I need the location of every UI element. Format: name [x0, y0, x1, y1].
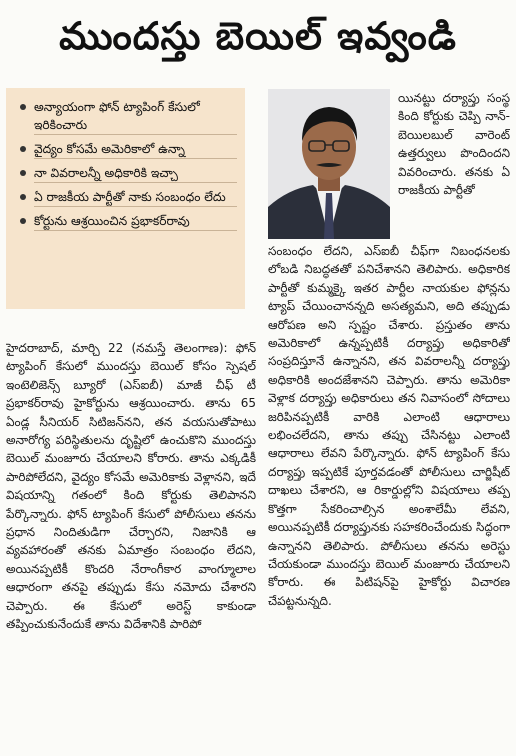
article-column-left [6, 339, 256, 749]
portrait-image [268, 89, 390, 239]
bullet-icon [20, 194, 26, 200]
headline: ముందస్తు బెయిల్ ఇవ్వండి [59, 14, 457, 58]
highlight-text: వైద్యం కోసమే అమెరికాలో ఉన్నా [34, 140, 237, 159]
article-paragraph: సంబంధం లేదని, ఎస్ఐబీ చీఫ్‌గా నిబంధనలకు లోబడి నిబద్ధతతో పనిచేశానని తెలిపారు. అధికారిక పార్టీతో కుమ్మక్కై ఇతర పార్టీల నాయకుల ఫోన్లను ట్యాప్ చేయించానన్నది అసత్యమని, అది తప్పుడు ఆరోపణ అని స్పష్టం చేశారు. ప్రస్తుతం తాను అమెరికాలో ఉన్నప్పటికీ దర్యాప్తు అధికారితో సంప్రదిస్తూనే ఉన్నానని, తన వివరాలన్నీ దర్యాప్తు అధికారికి అందజేశానని చెప్పారు. తాను అమెరికా వెళ్లాక దర్యాప్తు అధికారులు తన నివాసంలో సోదాలు జరిపినప్పటికీ వారికి ఎలాంటి ఆధారాలు లభించలేదని, తాను తప్పు చేసినట్టు ఎలాంటి ఆధారాలు లేవని పేర్కొన్నారు. ఫోన్ ట్యాపింగ్ కేసు దర్యాప్తు ఇప్పటికే పూర్తవడంతో పోలీసులు చార్జిషీట్ దాఖలు చేశారని, ఆ రికార్డుల్లోని విషయాలు తప్ప కొత్తగా సేకరించాల్సిన అంశాలేమీ లేవని, అయినప్పటికీ దర్యాప్తునకు సహకరించేందుకు సిద్ధంగా ఉన్నానని తెలిపారు. పోలీసులు తనను అరెస్టు చేయకుండా ముందస్తు బెయిల్ మంజూరు చేయాలని కోరారు. ఈ పిటిషన్‌పై హైకోర్టు విచారణ చేపట్టనున్నది. [268, 244, 510, 608]
article-column-right-top [398, 89, 510, 239]
article-column-right-bottom [268, 242, 510, 749]
highlight-item [20, 212, 237, 231]
highlight-text: ఏ రాజకీయ పార్టీతో నాకు సంబంధం లేదు [34, 188, 237, 207]
bullet-icon [20, 104, 26, 110]
bullet-icon [20, 170, 26, 176]
highlight-text: నా వివరాలన్నీ అధికారికి ఇచ్చా [34, 164, 237, 183]
highlights-box [6, 88, 245, 309]
highlight-item [20, 98, 237, 135]
bullet-icon [20, 146, 26, 152]
highlight-item [20, 188, 237, 207]
highlight-text: అన్యాయంగా ఫోన్ ట్యాపింగ్ కేసులో ఇరికించారు [34, 98, 237, 135]
highlight-item [20, 164, 237, 183]
highlight-item [20, 140, 237, 159]
article-paragraph: హైదరాబాద్, మార్చి 22 (నమస్తే తెలంగాణ): ఫోన్ ట్యాపింగ్ కేసులో ముందస్తు బెయిల్ కోసం స్పెషల్ ఇంటెలిజెన్స్ బ్యూరో (ఎస్ఐబీ) మాజీ చీఫ్ టీ ప్రభాకర్‌రావు హైకోర్టును ఆశ్రయించారు. తాను 65 ఏండ్ల సీనియర్ సిటిజన్‌నని, తన వయసుతోపాటు అనారోగ్య పరిస్థితులను దృష్టిలో ఉంచుకొని ముందస్తు బెయిల్ మంజూరు చేయాలని కోరారు. తాను ఎక్కడికీ పారిపోలేదని, వైద్యం కోసమే అమెరికాకు వెళ్లానని, ఇదే విషయాన్ని గతంలో కింది కోర్టుకు తెలిపానని పేర్కొన్నారు. ఫోన్ ట్యాపింగ్ కేసులో పోలీసులు తనను ప్రధాన నిందితుడిగా చేర్చారని, నిజానికి ఆ వ్యవహారంతో తనకు ఏమాత్రం సంబంధం లేదని, అయినప్పటికీ కొందరి నేరాంగీకార వాంగ్మూలాల ఆధారంగా తనపై తప్పుడు కేసు నమోదు చేశారని చెప్పారు. ఈ కేసులో అరెస్ట్ కాకుండా తప్పించుకునేందుకే తాను విదేశానికి పారిపో [6, 341, 256, 632]
person-photo [268, 89, 390, 239]
bullet-icon [20, 218, 26, 224]
highlight-text: కోర్టును ఆశ్రయించిన ప్రభాకర్‌రావు [34, 212, 237, 231]
article-paragraph: యినట్టు దర్యాప్తు సంస్థ కింది కోర్టుకు చెప్పి నాన్-బెయిలబుల్ వారెంట్ ఉత్తర్వులు పొందిందని వివరించారు. తనకు ఏ రాజకీయ పార్టీతో [398, 91, 510, 198]
